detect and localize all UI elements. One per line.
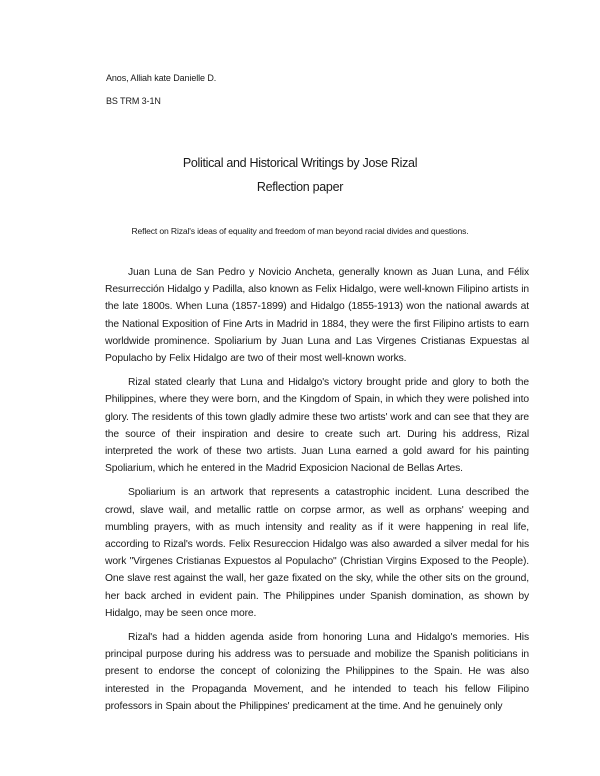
- essay-body: [105, 264, 529, 722]
- paragraph: Juan Luna de San Pedro y Novicio Ancheta, generally known as Juan Luna, and Félix Resurrección Hidalgo y Padilla, also known as Felix Hidalgo, were well-known Filipino artists in the late 1800s. When Luna (1857-1899) and Hidalgo (1855-1913) won the national awards at the National Exposition of Fine Arts in Madrid in 1884, they were the first Filipino artists to earn worldwide prominence. Spoliarium by Juan Luna and Las Virgenes Cristianas Expuestas al Populacho by Felix Hidalgo are two of their most well-known works.: [105, 267, 529, 365]
- author-name: Anos, Alliah kate Danielle D.: [106, 73, 217, 83]
- paragraph: Rizal's had a hidden agenda aside from honoring Luna and Hidalgo's memories. His principal purpose during his address was to persuade and mobilize the Spanish politicians in present to endorse the concept of colonizing the Philippines to the Spain. He was also interested in the Propaganda Movement, and he intended to teach his fellow Filipino professors in Spain about the Philippines' predicament at the time. And he genuinely only: [105, 632, 529, 712]
- paragraph: Spoliarium is an artwork that represents a catastrophic incident. Luna described the crowd, slave wail, and metallic rattle on corpse armor, as well as orphans' weeping and mumbling prayers, with as much intensity and reality as if it were happening in real life, according to Rizal's words. Felix Resureccion Hidalgo was also awarded a silver medal for his work "Virgenes Cristianas Expuestos al Populacho" (Christian Virgins Exposed to the People). One slave rest against the wall, her gaze fixated on the sky, while the other sits on the ground, her back arched in evident pain. The Philippines under Spanish domination, as shown by Hidalgo, may be seen once more.: [105, 487, 529, 619]
- reflection-prompt: Reflect on Rizal's ideas of equality and freedom of man beyond racial divides and questions.: [131, 226, 469, 236]
- document-title: Political and Historical Writings by Jose Rizal: [182, 156, 418, 170]
- paragraph: Rizal stated clearly that Luna and Hidalgo's victory brought pride and glory to both the Philippines, where they were born, and the Kingdom of Spain, in which they were polished into glory. The residents of this town gladly admire these two artists' work and can see that they are the source of their inspiration and desire to create such art. During his address, Rizal interpreted the work of these two artists. Juan Luna earned a gold award for his painting Spoliarium, which he entered in the Madrid Exposicion Nacional de Bellas Artes.: [105, 377, 529, 475]
- student-section: BS TRM 3-1N: [106, 96, 161, 106]
- document-subtitle: Reflection paper: [256, 180, 344, 194]
